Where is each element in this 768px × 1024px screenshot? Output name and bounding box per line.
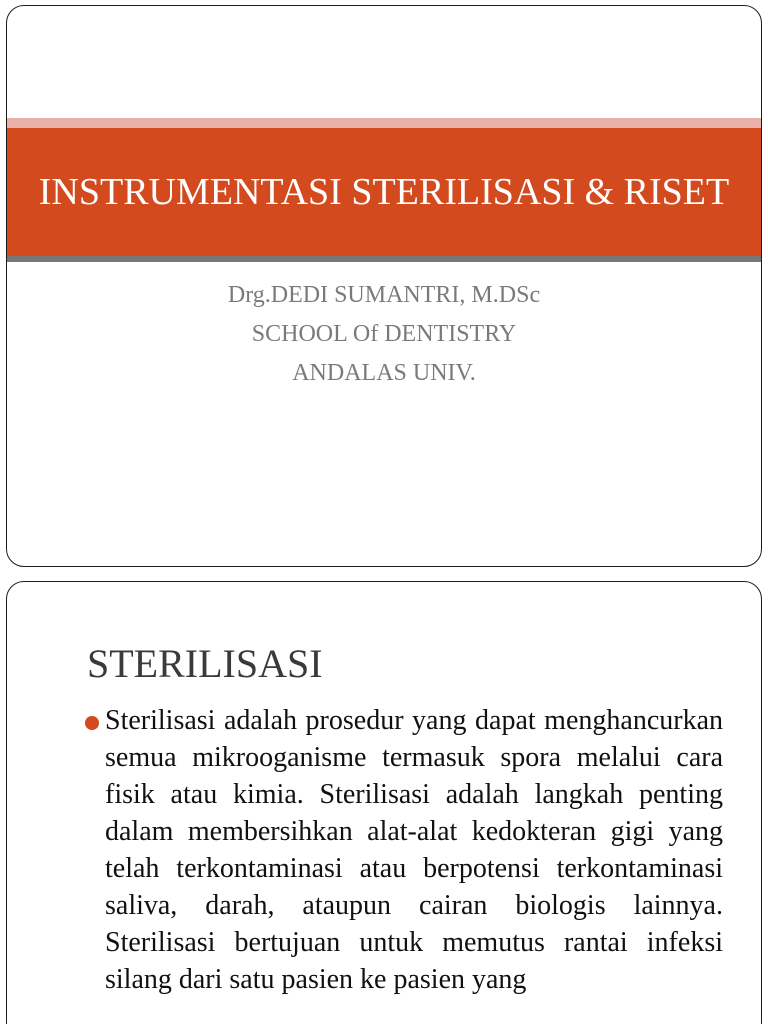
section-heading: STERILISASI [87, 641, 323, 686]
university-line: ANDALAS UNIV. [292, 360, 476, 386]
subtitle [7, 276, 761, 393]
slide-title: INSTRUMENTASI STERILISASI & RISET [38, 171, 730, 213]
content-slide [6, 581, 762, 1024]
title-band [7, 128, 761, 256]
bullet-text: Sterilisasi adalah prosedur yang dapat menghancurkan semua mikrooganisme termasuk spora melalui cara fisik atau kimia. Sterilisasi adalah langkah penting dalam membersihkan alat-alat kedokteran gigi yang telah terkontaminasi atau berpotensi terkontaminasi saliva, darah, ataupun cairan biologis lainnya. Sterilisasi bertujuan untuk memutus rantai infeksi silang dari satu pasien ke pasien yang [105, 705, 723, 995]
title-slide [6, 5, 762, 567]
bullet-list [83, 702, 723, 998]
bullet-dot-icon [85, 716, 99, 730]
title-band-shadow [7, 256, 761, 262]
title-band-highlight [7, 118, 761, 128]
author-line: Drg.DEDI SUMANTRI, M.DSc [227, 282, 541, 308]
school-line: SCHOOL Of DENTISTRY [251, 321, 517, 347]
